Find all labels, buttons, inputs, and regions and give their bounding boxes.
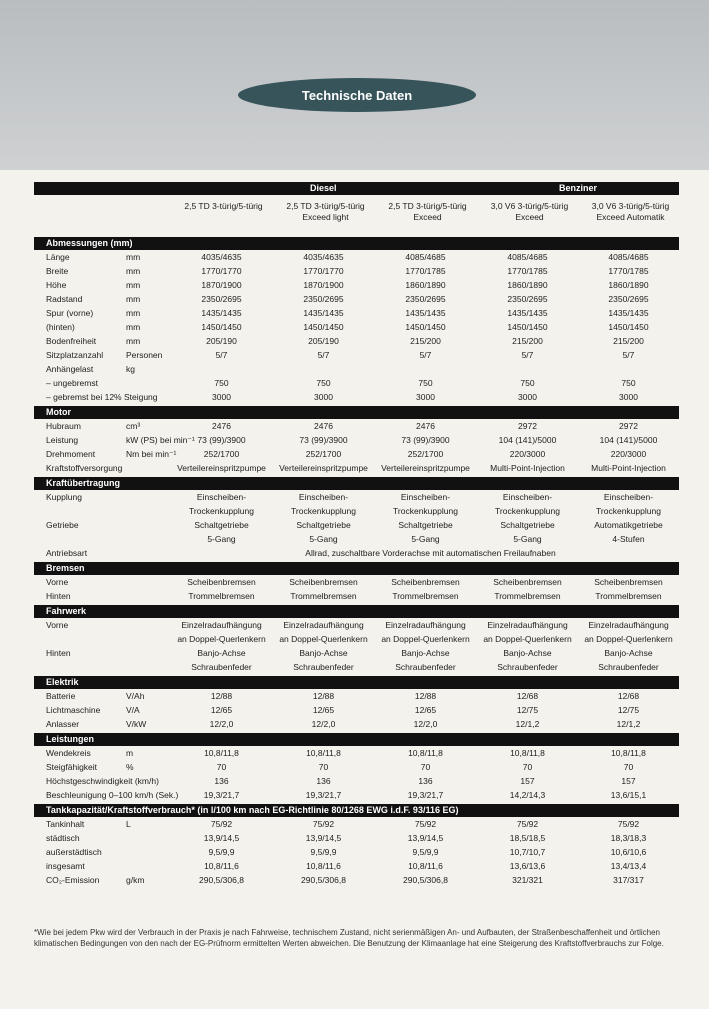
table-row (34, 447, 679, 461)
row-unit: Nm bei min⁻¹ (126, 449, 177, 459)
table-cell: 1435/1435 (303, 308, 344, 318)
table-cell: 70 (318, 762, 329, 772)
row-unit: m (126, 748, 134, 758)
table-cell: 1450/1450 (303, 322, 344, 332)
table-cell: 13,6/15,1 (610, 790, 647, 800)
table-cell: 73 (99)/3900 (401, 435, 450, 445)
table-cell: Scheibenbremsen (187, 577, 256, 587)
table-row (34, 504, 679, 518)
row-label: Beschleunigung 0–100 km/h (Sek.) (46, 790, 179, 800)
table-cell: Schraubenfeder (497, 662, 558, 672)
table-cell: 18,5/18,5 (509, 833, 546, 843)
table-cell: Trommelbremsen (290, 591, 357, 601)
row-unit: L (126, 819, 131, 829)
column-headers (34, 195, 679, 235)
table-cell: 13,9/14,5 (407, 833, 444, 843)
row-label: Kupplung (46, 492, 82, 502)
table-cell: 10,7/10,7 (509, 847, 546, 857)
table-cell: 1870/1900 (303, 280, 344, 290)
table-cell: 75/92 (617, 819, 640, 829)
table-cell: Schaltgetriebe (500, 520, 555, 530)
table-cell: Schaltgetriebe (398, 520, 453, 530)
table-cell: 9,5/9,9 (208, 847, 235, 857)
table-row (34, 278, 679, 292)
table-cell: 19,3/21,7 (407, 790, 444, 800)
table-row (34, 490, 679, 504)
table-cell: 13,9/14,5 (305, 833, 342, 843)
row-unit: mm (126, 336, 141, 346)
table-cell: an Doppel-Querlenkern (584, 634, 673, 644)
table-cell: 13,6/13,6 (509, 861, 546, 871)
table-row (34, 362, 679, 376)
table-row (34, 575, 679, 589)
table-cell: 136 (316, 776, 331, 786)
table-cell: 317/317 (613, 875, 644, 885)
table-cell: 4035/4635 (303, 252, 344, 262)
table-cell: 5-Gang (411, 534, 440, 544)
table-cell: 10,8/11,6 (408, 861, 443, 871)
table-cell: 252/1700 (305, 449, 342, 459)
row-label: städtisch (46, 833, 80, 843)
table-cell: Trommelbremsen (494, 591, 561, 601)
table-cell: 3000 (314, 392, 333, 402)
row-label: Kraftstoffversorgung (46, 463, 123, 473)
table-cell: 1770/1785 (608, 266, 649, 276)
table-cell: 1770/1770 (201, 266, 242, 276)
table-cell: 1435/1435 (201, 308, 242, 318)
table-cell: Einscheiben- (298, 492, 349, 502)
table-cell: 10,8/11,8 (204, 748, 239, 758)
table-row (34, 334, 679, 348)
section-header: Abmessungen (mm) (34, 237, 679, 250)
table-row (34, 546, 679, 560)
table-cell: 2972 (619, 421, 638, 431)
table-cell: Schraubenfeder (293, 662, 354, 672)
table-cell: 5-Gang (513, 534, 542, 544)
row-label: – ungebremst (46, 378, 98, 388)
table-cell: 10,6/10,6 (610, 847, 647, 857)
row-label: Tankinhalt (46, 819, 85, 829)
row-label: (hinten) (46, 322, 75, 332)
table-cell: 10,8/11,6 (306, 861, 341, 871)
table-cell: 3000 (518, 392, 537, 402)
table-cell: 70 (522, 762, 533, 772)
table-cell: 157 (621, 776, 636, 786)
table-row (34, 419, 679, 433)
table-cell: 12/88 (414, 691, 437, 701)
row-unit: mm (126, 322, 141, 332)
table-row (34, 788, 679, 802)
table-cell: 10,8/11,8 (408, 748, 443, 758)
row-unit: g/km (126, 875, 145, 885)
table-cell: Banjo-Achse (299, 648, 348, 658)
table-cell: 1770/1785 (507, 266, 548, 276)
table-row (34, 632, 679, 646)
table-cell: 750 (316, 378, 331, 388)
column-header: 2,5 TD 3-türig/5-türig Exceed (388, 201, 467, 222)
table-row (34, 376, 679, 390)
table-row (34, 292, 679, 306)
table-cell: Einscheiben- (603, 492, 654, 502)
section-header: Bremsen (34, 562, 679, 575)
table-cell: 2972 (518, 421, 537, 431)
page-title: Technische Daten (238, 78, 476, 112)
table-cell: Banjo-Achse (604, 648, 653, 658)
table-cell: 5/7 (622, 350, 635, 360)
table-cell: Trommelbremsen (595, 591, 662, 601)
table-cell: 70 (216, 762, 227, 772)
table-row (34, 348, 679, 362)
table-cell: 252/1700 (203, 449, 240, 459)
row-label: Vorne (46, 577, 69, 587)
row-label: Höchstgeschwindigkeit (km/h) (46, 776, 159, 786)
table-row (34, 746, 679, 760)
table-cell: 14,2/14,3 (509, 790, 546, 800)
table-row (34, 589, 679, 603)
table-cell: 73 (99)/3900 (299, 435, 348, 445)
table-cell: Trockenkupplung (291, 506, 356, 516)
table-cell: 5-Gang (309, 534, 338, 544)
table-row (34, 618, 679, 632)
table-cell: 13,4/13,4 (610, 861, 647, 871)
row-label: Anlasser (46, 719, 80, 729)
table-cell: Einzelradaufhängung (181, 620, 262, 630)
table-cell: Scheibenbremsen (493, 577, 562, 587)
table-cell: 252/1700 (407, 449, 444, 459)
table-row (34, 845, 679, 859)
table-cell: Einzelradaufhängung (283, 620, 364, 630)
table-row (34, 306, 679, 320)
table-cell: 4-Stufen (612, 534, 645, 544)
section-header: Leistungen (34, 733, 679, 746)
table-cell: 75/92 (414, 819, 437, 829)
row-label: insgesamt (46, 861, 85, 871)
table-row (34, 264, 679, 278)
row-label: Vorne (46, 620, 69, 630)
table-cell: 19,3/21,7 (305, 790, 342, 800)
table-cell: 5-Gang (207, 534, 236, 544)
table-cell: 12/65 (312, 705, 335, 715)
table-cell: 220/3000 (610, 449, 647, 459)
table-row (34, 717, 679, 731)
table-cell: 220/3000 (509, 449, 546, 459)
row-label: Breite (46, 266, 69, 276)
table-cell: 12/1,2 (616, 719, 641, 729)
table-cell: Verteilereinspritzpumpe (279, 463, 368, 473)
table-cell: 1435/1435 (507, 308, 548, 318)
table-row (34, 873, 679, 887)
table-cell: 70 (420, 762, 431, 772)
table-cell: 5/7 (419, 350, 432, 360)
column-header: 3,0 V6 3-türig/5-türig Exceed (490, 201, 569, 222)
table-cell: 290,5/306,8 (199, 875, 244, 885)
table-cell: 750 (418, 378, 433, 388)
row-unit: V/kW (126, 719, 147, 729)
table-row (34, 461, 679, 475)
row-unit: V/Ah (126, 691, 145, 701)
row-label: Batterie (46, 691, 76, 701)
table-row (34, 320, 679, 334)
table-cell: Banjo-Achse (503, 648, 552, 658)
table-cell: 2476 (212, 421, 231, 431)
table-cell: 2476 (416, 421, 435, 431)
table-cell: Einzelradaufhängung (487, 620, 568, 630)
table-row (34, 831, 679, 845)
table-cell: 10,8/11,6 (204, 861, 239, 871)
table-cell: Einscheiben- (196, 492, 247, 502)
table-cell: Multi-Point-Injection (490, 463, 565, 473)
row-label: Spur (vorne) (46, 308, 94, 318)
row-unit: mm (126, 266, 141, 276)
row-label: Leistung (46, 435, 79, 445)
table-cell: 321/321 (512, 875, 543, 885)
table-cell: Automatikgetriebe (594, 520, 663, 530)
table-cell: Verteilereinspritzpumpe (381, 463, 470, 473)
table-cell: 1860/1890 (507, 280, 548, 290)
row-label: Lichtmaschine (46, 705, 101, 715)
table-cell: 2476 (314, 421, 333, 431)
table-cell: 18,3/18,3 (610, 833, 647, 843)
row-unit: mm (126, 252, 141, 262)
row-label: Steigfähigkeit (46, 762, 98, 772)
column-header: 2,5 TD 3-türig/5-türig (184, 201, 263, 211)
table-cell: 2350/2695 (201, 294, 242, 304)
row-label: Länge (46, 252, 70, 262)
table-row (34, 817, 679, 831)
table-cell: Trommelbremsen (188, 591, 255, 601)
table-cell: 9,5/9,9 (310, 847, 337, 857)
table-cell: 1435/1435 (608, 308, 649, 318)
section-header: Elektrik (34, 676, 679, 689)
row-label: Drehmoment (46, 449, 96, 459)
table-row (34, 250, 679, 264)
row-label: Radstand (46, 294, 83, 304)
table-row (34, 774, 679, 788)
row-label: außerstädtisch (46, 847, 102, 857)
table-cell: 205/190 (308, 336, 339, 346)
table-cell: 70 (623, 762, 634, 772)
row-label: Hinten (46, 648, 71, 658)
table-cell: 3000 (416, 392, 435, 402)
row-unit: kW (PS) bei min⁻¹ (126, 435, 195, 445)
row-label: Getriebe (46, 520, 79, 530)
column-header: 3,0 V6 3-türig/5-türig Exceed Automatik (591, 201, 670, 222)
table-cell: 1450/1450 (507, 322, 548, 332)
table-cell: 73 (99)/3900 (197, 435, 246, 445)
table-cell: 12/65 (414, 705, 437, 715)
table-row (34, 646, 679, 660)
table-cell: 12/1,2 (515, 719, 540, 729)
table-row (34, 433, 679, 447)
table-cell: 9,5/9,9 (412, 847, 439, 857)
row-unit: V/A (126, 705, 140, 715)
table-cell: Allrad, zuschaltbare Vorderachse mit automatischen Freilaufnaben (305, 548, 556, 558)
row-label: Höhe (46, 280, 67, 290)
table-cell: 215/200 (512, 336, 543, 346)
table-cell: 12/2,0 (413, 719, 438, 729)
table-cell: 215/200 (410, 336, 441, 346)
table-cell: 12/88 (210, 691, 233, 701)
table-cell: Schaltgetriebe (296, 520, 351, 530)
table-cell: 1870/1900 (201, 280, 242, 290)
table-cell: 12/2,0 (311, 719, 336, 729)
table-cell: 1450/1450 (608, 322, 649, 332)
table-cell: Multi-Point-Injection (591, 463, 666, 473)
table-cell: 1770/1785 (405, 266, 446, 276)
table-cell: 2350/2695 (507, 294, 548, 304)
table-cell: an Doppel-Querlenkern (177, 634, 266, 644)
table-row (34, 390, 679, 404)
group-diesel: Diesel (310, 183, 337, 193)
table-cell: Banjo-Achse (197, 648, 246, 658)
row-label: – gebremst bei 12% Steigung (46, 392, 158, 402)
table-cell: Einscheiben- (400, 492, 451, 502)
table-cell: 12/65 (210, 705, 233, 715)
table-cell: 10,8/11,8 (611, 748, 646, 758)
table-cell: Einzelradaufhängung (385, 620, 466, 630)
table-cell: 12/2,0 (209, 719, 234, 729)
row-label: Wendekreis (46, 748, 91, 758)
table-row (34, 689, 679, 703)
table-cell: 1860/1890 (608, 280, 649, 290)
table-cell: Schraubenfeder (598, 662, 659, 672)
group-benziner: Benziner (559, 183, 598, 193)
table-row (34, 518, 679, 532)
table-row (34, 760, 679, 774)
table-cell: 750 (520, 378, 535, 388)
table-cell: Verteilereinspritzpumpe (177, 463, 266, 473)
row-label: Hinten (46, 591, 71, 601)
table-cell: 136 (418, 776, 433, 786)
table-cell: 205/190 (206, 336, 237, 346)
table-cell: an Doppel-Querlenkern (483, 634, 572, 644)
table-cell: 12/75 (516, 705, 539, 715)
table-cell: Schraubenfeder (395, 662, 456, 672)
table-cell: 3000 (619, 392, 638, 402)
row-label: Bodenfreiheit (46, 336, 97, 346)
table-cell: Trockenkupplung (393, 506, 458, 516)
table-cell: 13,9/14,5 (203, 833, 240, 843)
table-cell: 5/7 (317, 350, 330, 360)
table-cell: 5/7 (215, 350, 228, 360)
header-band (0, 0, 709, 170)
table-cell: Scheibenbremsen (289, 577, 358, 587)
table-cell: 12/88 (312, 691, 335, 701)
table-cell: 12/75 (617, 705, 640, 715)
group-header (34, 182, 679, 195)
table-cell: Banjo-Achse (401, 648, 450, 658)
table-cell: 4085/4685 (507, 252, 548, 262)
table-row (34, 859, 679, 873)
table-cell: Trockenkupplung (189, 506, 254, 516)
spec-table (34, 182, 679, 887)
table-row (34, 703, 679, 717)
column-header: 2,5 TD 3-türig/5-türig Exceed light (286, 201, 365, 222)
row-unit: % (126, 762, 134, 772)
table-cell: 75/92 (516, 819, 539, 829)
table-cell: Trockenkupplung (495, 506, 560, 516)
table-cell: 750 (621, 378, 636, 388)
table-cell: 75/92 (312, 819, 335, 829)
section-header: Fahrwerk (34, 605, 679, 618)
table-cell: 2350/2695 (405, 294, 446, 304)
table-cell: 10,8/11,8 (510, 748, 545, 758)
row-unit: Personen (126, 350, 163, 360)
row-label: CO₂-Emission (46, 875, 100, 885)
table-cell: 136 (214, 776, 229, 786)
footnote: *Wie bei jedem Pkw wird der Verbrauch in der Praxis je nach Fahrweise, technischem Zustand, nicht serienmäßigen An- und Aufbauten, der Straßenbeschaffenheit und örtlichen klimatischen Bedingungen von den nach der EG-Prüfnorm ermittelten Werten abweichen. Die Benutzung der Klimaanlage hat eine Steigerung des Kraftstoffverbrauchs zur Folge. (34, 928, 664, 948)
table-cell: 10,8/11,8 (306, 748, 341, 758)
table-cell: 1435/1435 (405, 308, 446, 318)
table-cell: Scheibenbremsen (391, 577, 460, 587)
table-cell: Trockenkupplung (596, 506, 661, 516)
table-cell: Scheibenbremsen (594, 577, 663, 587)
table-cell: 104 (141)/5000 (599, 435, 658, 445)
table-cell: 75/92 (210, 819, 233, 829)
table-cell: Schaltgetriebe (194, 520, 249, 530)
table-cell: 4085/4685 (608, 252, 649, 262)
table-cell: 12/68 (516, 691, 539, 701)
table-cell: 4085/4685 (405, 252, 446, 262)
table-cell: 3000 (212, 392, 231, 402)
table-cell: Schraubenfeder (191, 662, 252, 672)
table-row (34, 660, 679, 674)
table-cell: 1450/1450 (405, 322, 446, 332)
table-cell: 750 (214, 378, 229, 388)
table-cell: 4035/4635 (201, 252, 242, 262)
table-cell: 2350/2695 (303, 294, 344, 304)
table-cell: an Doppel-Querlenkern (279, 634, 368, 644)
table-cell: 157 (520, 776, 535, 786)
table-cell: 5/7 (521, 350, 534, 360)
row-unit: kg (126, 364, 135, 374)
table-cell: 19,3/21,7 (203, 790, 240, 800)
table-cell: 12/68 (617, 691, 640, 701)
table-row (34, 532, 679, 546)
table-cell: 1450/1450 (201, 322, 242, 332)
row-label: Sitzplatzanzahl (46, 350, 104, 360)
row-label: Antriebsart (46, 548, 88, 558)
table-cell: 1860/1890 (405, 280, 446, 290)
row-unit: mm (126, 294, 141, 304)
row-label: Hubraum (46, 421, 81, 431)
table-cell: Einscheiben- (502, 492, 553, 502)
row-unit: mm (126, 308, 141, 318)
table-cell: 290,5/306,8 (301, 875, 346, 885)
table-cell: 215/200 (613, 336, 644, 346)
table-cell: an Doppel-Querlenkern (381, 634, 470, 644)
table-cell: Trommelbremsen (392, 591, 459, 601)
table-cell: 1770/1770 (303, 266, 344, 276)
section-header: Tankkapazität/Kraftstoffverbrauch* (in l/100 km nach EG-Richtlinie 80/1268 EWG i.d.F. 93/116 EG) (34, 804, 679, 817)
row-label: Anhängelast (46, 364, 94, 374)
table-cell: 290,5/306,8 (403, 875, 448, 885)
table-cell: 104 (141)/5000 (498, 435, 557, 445)
section-header: Kraftübertragung (34, 477, 679, 490)
table-cell: 2350/2695 (608, 294, 649, 304)
row-unit: mm (126, 280, 141, 290)
section-header: Motor (34, 406, 679, 419)
row-unit: cm³ (126, 421, 141, 431)
table-cell: Einzelradaufhängung (588, 620, 669, 630)
